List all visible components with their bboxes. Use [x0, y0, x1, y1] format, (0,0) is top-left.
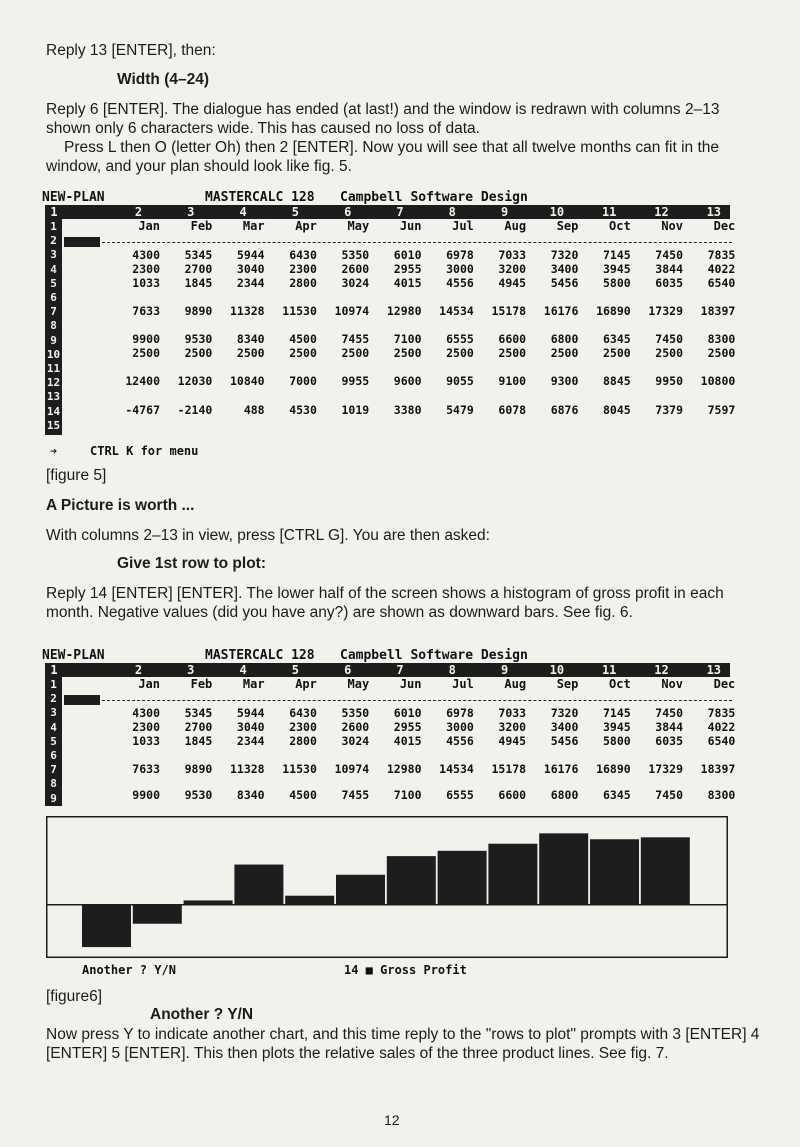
row-number: 3	[50, 248, 57, 262]
cell-value: 7000	[289, 374, 317, 388]
plan-name: NEW-PLAN	[42, 648, 105, 663]
histogram-bar-sep	[488, 844, 537, 905]
text-ctrl-g: With columns 2–13 in view, press [CTRL G]. You are then asked:	[46, 527, 490, 544]
month-label: Apr	[295, 677, 317, 691]
cell-value: 2800	[289, 734, 317, 748]
cell-value: 2300	[289, 720, 317, 734]
cell-value: 6345	[602, 332, 631, 346]
row-number: 2	[50, 692, 57, 706]
cell-value: 8045	[602, 403, 631, 417]
cell-value: 18397	[700, 304, 736, 318]
cell-value: 3000	[446, 262, 474, 276]
cell-value: 7455	[341, 788, 370, 802]
plan-name: NEW-PLAN	[42, 190, 105, 205]
cell-value: 6430	[289, 248, 317, 262]
section-heading: A Picture is worth ...	[46, 497, 195, 514]
cell-value: 17329	[648, 304, 683, 318]
month-label: Dec	[713, 219, 736, 233]
cell-value: 6600	[498, 788, 527, 802]
column-number: 7	[396, 663, 404, 677]
histogram-bar-apr	[234, 865, 283, 905]
cell-value: 6540	[707, 276, 736, 290]
row-number: 5	[50, 734, 57, 748]
cell-value: 5800	[602, 734, 631, 748]
cell-value: 7145	[602, 706, 631, 720]
cell-value: 6430	[289, 706, 317, 720]
row-number: 4	[50, 262, 57, 276]
cell-value: 1845	[184, 276, 213, 290]
table-row	[42, 706, 736, 720]
column-number: 6	[344, 205, 352, 219]
cell-value: 9100	[498, 374, 527, 388]
column-number: 11	[601, 205, 617, 219]
column-header-bar	[45, 205, 730, 219]
column-number: 3	[187, 663, 195, 677]
cell-value: 16890	[596, 304, 631, 318]
row-number: 12	[46, 376, 61, 390]
text-reply-6: Reply 6 [ENTER]. The dialogue has ended (at last!) and the window is redrawn with columns 2–13 shown only 6 characters wide. This has caused no loss of data.	[46, 101, 720, 137]
month-label: Oct	[609, 219, 631, 233]
cell-value: 9900	[132, 332, 160, 346]
month-label: Apr	[295, 219, 317, 233]
table-row	[42, 762, 736, 776]
column-number: 4	[239, 663, 247, 677]
cell-value: 7835	[707, 706, 736, 720]
cell-value: 2700	[184, 720, 213, 734]
cell-value: 9900	[132, 788, 160, 802]
cell-value: 2500	[550, 346, 579, 360]
cell-value: 2500	[602, 346, 631, 360]
row-number: 10	[46, 347, 61, 361]
column-number: 6	[344, 663, 352, 677]
histogram-bar-aug	[438, 851, 487, 905]
cell-value: 7450	[655, 332, 683, 346]
cell-value: 4300	[132, 248, 160, 262]
cell-value: 12980	[386, 762, 422, 776]
cell-value: 9530	[184, 788, 213, 802]
cell-value: 6540	[707, 734, 736, 748]
cell-value: 3024	[341, 734, 370, 748]
cell-value: 5350	[341, 706, 370, 720]
cell-value: 14534	[439, 304, 474, 318]
cell-value: 3945	[602, 262, 631, 276]
cell-value: 3200	[498, 720, 527, 734]
month-label: Mar	[242, 219, 265, 233]
column-number: 3	[187, 205, 195, 219]
text-reply-13: Reply 13 [ENTER], then:	[46, 42, 216, 59]
cell-value: 9955	[341, 374, 370, 388]
cell-value: 6345	[602, 788, 631, 802]
column-number: 11	[601, 663, 617, 677]
column-number: 4	[239, 205, 247, 219]
row-number: 9	[50, 791, 57, 805]
cell-value: 9950	[655, 374, 683, 388]
month-label: Jan	[138, 677, 160, 691]
column-number: 2	[134, 663, 143, 677]
cell-value: 488	[243, 403, 265, 417]
cell-value: 7100	[393, 788, 422, 802]
cell-value: 2500	[498, 346, 527, 360]
histogram-bar-nov	[590, 839, 639, 904]
cell-value: 6035	[655, 276, 683, 290]
cell-value: 3040	[236, 720, 265, 734]
row-number: 5	[50, 276, 57, 290]
cell-value: 4530	[289, 403, 317, 417]
cell-value: 8300	[707, 788, 736, 802]
row-number: 8	[50, 319, 57, 333]
histogram-bar-may	[285, 896, 334, 905]
cell-value: 7597	[707, 403, 736, 417]
cell-value: 10800	[700, 374, 736, 388]
column-number: 10	[549, 663, 565, 677]
table-row	[42, 403, 736, 417]
cell-value: 17329	[648, 762, 683, 776]
cell-value: 6010	[393, 706, 422, 720]
cell-value: 6035	[655, 734, 683, 748]
cell-value: 6555	[446, 788, 474, 802]
table-row	[42, 304, 736, 318]
cell-value: 2600	[341, 720, 370, 734]
separator-line	[102, 242, 732, 243]
cell-value: 5345	[184, 248, 213, 262]
menu-hint: CTRL K for menu	[90, 444, 199, 458]
cell-value: 2300	[132, 262, 160, 276]
cell-value: 6800	[550, 788, 579, 802]
histogram-bar-jul	[387, 856, 436, 905]
row-number: 6	[50, 749, 57, 762]
row-number: 3	[50, 706, 57, 720]
cell-value: 15178	[491, 762, 527, 776]
cell-value: 4500	[289, 332, 317, 346]
cell-value: 4500	[289, 788, 317, 802]
cell-value: 2500	[236, 346, 265, 360]
cell-value: 7455	[341, 332, 370, 346]
table-row	[42, 332, 736, 346]
table-row	[42, 346, 736, 360]
publisher: Campbell Software Design	[340, 648, 528, 663]
another-prompt-text: Another ? Y/N	[150, 1006, 254, 1023]
app-title: MASTERCALC 128	[205, 190, 315, 205]
column-number: 8	[448, 663, 456, 677]
cell-cursor	[64, 695, 100, 705]
column-number: 13	[706, 205, 722, 219]
cell-value: 2955	[393, 262, 422, 276]
cell-value: 10974	[334, 762, 370, 776]
cell-value: 11530	[282, 304, 317, 318]
cell-value: 3400	[550, 262, 579, 276]
cell-value: 3400	[550, 720, 579, 734]
row-number: 2	[50, 234, 57, 248]
cell-value: 2500	[655, 346, 683, 360]
cell-value: 2700	[184, 262, 213, 276]
column-header-bar	[45, 663, 730, 677]
cell-value: 1019	[341, 403, 370, 417]
month-label: May	[347, 677, 370, 691]
cell-value: 2344	[236, 734, 265, 748]
cell-value: -2140	[177, 403, 213, 417]
cell-value: 3000	[446, 720, 474, 734]
width-prompt: Width (4–24)	[117, 71, 210, 88]
histogram-bar-feb	[133, 905, 182, 924]
cell-value: 8845	[602, 374, 631, 388]
histogram-bar-mar	[184, 900, 233, 904]
figure-5-caption: [figure 5]	[46, 467, 107, 484]
cell-value: 5944	[236, 248, 265, 262]
month-header-row	[42, 219, 736, 233]
row-number: 1	[50, 220, 57, 233]
cell-value: 7033	[498, 706, 527, 720]
cell-value: 5350	[341, 248, 370, 262]
cell-value: 8340	[236, 788, 265, 802]
cell-value: 4300	[132, 706, 160, 720]
cell-value: 9055	[446, 374, 474, 388]
cell-value: 14534	[439, 762, 474, 776]
cell-value: 9600	[393, 374, 422, 388]
row-prompt: Give 1st row to plot:	[117, 555, 266, 572]
cell-cursor	[64, 237, 100, 247]
cell-value: 4556	[446, 276, 474, 290]
month-header-row	[42, 677, 736, 691]
month-label: Jan	[138, 219, 160, 233]
cell-value: 1033	[132, 276, 160, 290]
column-number: 8	[448, 205, 456, 219]
column-number: 7	[396, 205, 404, 219]
cell-value: 7450	[655, 248, 683, 262]
column-number: 9	[500, 663, 509, 677]
cell-value: 5345	[184, 706, 213, 720]
cell-value: 6078	[498, 403, 527, 417]
cell-value: 12980	[386, 304, 422, 318]
cell-value: 5944	[236, 706, 265, 720]
cell-value: 7633	[132, 304, 160, 318]
separator-line	[102, 700, 732, 701]
cell-value: 2800	[289, 276, 317, 290]
screen-title-line	[42, 190, 730, 205]
cell-value: 4945	[498, 276, 527, 290]
month-label: May	[347, 219, 370, 233]
figure-6-screen	[42, 648, 736, 805]
month-label: Feb	[190, 677, 213, 691]
cell-value: 2500	[132, 346, 160, 360]
column-number: 12	[654, 663, 669, 677]
cell-value: 11328	[229, 762, 265, 776]
cell-value: 8300	[707, 332, 736, 346]
cell-value: 3380	[393, 403, 422, 417]
column-number: 1	[50, 663, 58, 677]
cell-value: 4022	[707, 262, 736, 276]
cell-value: 4015	[393, 276, 422, 290]
month-label: Aug	[504, 219, 527, 233]
cell-value: 8340	[236, 332, 265, 346]
cell-value: 2500	[289, 346, 317, 360]
cell-value: 9300	[550, 374, 579, 388]
table-row	[42, 276, 736, 290]
cell-value: 2500	[184, 346, 213, 360]
month-label: Sep	[556, 219, 579, 233]
cell-value: 4945	[498, 734, 527, 748]
cell-value: 18397	[700, 762, 736, 776]
histogram-bar-oct	[539, 833, 588, 904]
publisher: Campbell Software Design	[340, 190, 528, 205]
cell-value: 4015	[393, 734, 422, 748]
text-press-y: Now press Y to indicate another chart, and this time reply to the "rows to plot" prompts with 3 [ENTER] 4 [ENTER] 5 [ENTER]. This then plots the relative sales of the three product lines. See fig. 7.	[46, 1026, 760, 1062]
month-label: Nov	[661, 219, 683, 233]
cell-value: 2500	[341, 346, 370, 360]
cell-value: 6876	[550, 403, 579, 417]
chart-legend: 14 ■ Gross Profit	[344, 963, 467, 977]
arrow-icon: ➔	[50, 444, 58, 458]
column-number: 1	[50, 205, 58, 219]
cell-value: 7033	[498, 248, 527, 262]
cell-value: 7320	[550, 248, 579, 262]
cell-value: 2500	[707, 346, 736, 360]
cell-value: 1845	[184, 734, 213, 748]
cell-value: 2500	[393, 346, 422, 360]
cell-value: 16890	[596, 762, 631, 776]
cell-value: 6978	[446, 706, 474, 720]
cell-value: 2600	[341, 262, 370, 276]
cell-value: 4556	[446, 734, 474, 748]
row-number: 11	[46, 362, 61, 375]
column-number: 5	[291, 663, 299, 677]
month-label: Sep	[556, 677, 579, 691]
cell-value: 3945	[602, 720, 631, 734]
cell-value: 5479	[446, 403, 474, 417]
month-label: Oct	[609, 677, 631, 691]
row-number: 6	[50, 291, 57, 304]
histogram-bar-jan	[82, 905, 131, 947]
row-number: 14	[46, 404, 61, 418]
cell-value: 3040	[236, 262, 265, 276]
cell-value: 7450	[655, 788, 683, 802]
cell-value: 3844	[655, 262, 683, 276]
cell-value: 9890	[184, 304, 213, 318]
cell-value: 6978	[446, 248, 474, 262]
table-row	[42, 720, 736, 734]
screen-title-line	[42, 648, 730, 663]
cell-value: 3200	[498, 262, 527, 276]
column-number: 12	[654, 205, 669, 219]
table-row	[42, 788, 736, 802]
cell-value: 7100	[393, 332, 422, 346]
histogram-bar-jun	[336, 875, 385, 905]
cell-value: 11530	[282, 762, 317, 776]
cell-value: 12030	[177, 374, 213, 388]
cell-value: 12400	[125, 374, 160, 388]
cell-value: 2300	[289, 262, 317, 276]
cell-value: 15178	[491, 304, 527, 318]
month-label: Aug	[504, 677, 527, 691]
table-row	[42, 248, 736, 262]
cell-value: 5800	[602, 276, 631, 290]
cell-value: 6555	[446, 332, 474, 346]
column-number: 13	[706, 663, 722, 677]
cell-value: 7379	[655, 403, 683, 417]
table-row	[42, 374, 736, 390]
cell-value: 5456	[550, 734, 579, 748]
table-row	[42, 262, 736, 276]
cell-value: 9890	[184, 762, 213, 776]
cell-value: 7633	[132, 762, 160, 776]
cell-value: 2955	[393, 720, 422, 734]
gross-profit-histogram	[46, 816, 728, 958]
column-number: 9	[500, 205, 509, 219]
row-number: 13	[46, 390, 61, 404]
cell-value: 5456	[550, 276, 579, 290]
cell-value: 6600	[498, 332, 527, 346]
cell-value: 1033	[132, 734, 160, 748]
figure-6-caption: [figure6]	[46, 988, 103, 1005]
cell-value: 7145	[602, 248, 631, 262]
month-label: Jul	[452, 219, 474, 233]
cell-value: 6800	[550, 332, 579, 346]
row-number: 4	[50, 720, 57, 734]
row-number: 8	[50, 777, 57, 791]
cell-value: 2500	[446, 346, 474, 360]
row-number: 9	[50, 333, 57, 347]
cell-value: 10840	[229, 374, 265, 388]
cell-value: 9530	[184, 332, 213, 346]
column-number: 5	[291, 205, 299, 219]
another-prompt: Another ? Y/N	[82, 963, 176, 977]
month-label: Jul	[452, 677, 474, 691]
cell-value: 2344	[236, 276, 265, 290]
month-label: Dec	[713, 677, 736, 691]
text-press-lo2: Press L then O (letter Oh) then 2 [ENTER]. Now you will see that all twelve months can fit in the window, and your plan should look like fig. 5.	[46, 139, 720, 175]
month-label: Mar	[242, 677, 265, 691]
column-number: 2	[134, 205, 143, 219]
histogram-bar-dec	[641, 837, 690, 904]
app-title: MASTERCALC 128	[205, 648, 315, 663]
cell-value: 16176	[543, 762, 579, 776]
cell-value: 11328	[229, 304, 265, 318]
page-number: 12	[384, 1112, 400, 1128]
figure-5-screen	[42, 190, 736, 432]
month-label: Jun	[399, 219, 422, 233]
text-reply-14: Reply 14 [ENTER] [ENTER]. The lower half of the screen shows a histogram of gross profit in each month. Negative values (did you have any?) are shown as downward bars. See fig. 6.	[46, 585, 724, 621]
row-number: 7	[50, 305, 57, 319]
cell-value: -4767	[125, 403, 160, 417]
cell-value: 3024	[341, 276, 370, 290]
cell-value: 10974	[334, 304, 370, 318]
row-number: 1	[50, 678, 57, 691]
cell-value: 7835	[707, 248, 736, 262]
cell-value: 16176	[543, 304, 579, 318]
cell-value: 3844	[655, 720, 683, 734]
cell-value: 7320	[550, 706, 579, 720]
column-number: 10	[549, 205, 565, 219]
row-number: 15	[46, 418, 61, 432]
row-number: 7	[50, 763, 57, 777]
cell-value: 4022	[707, 720, 736, 734]
cell-value: 2300	[132, 720, 160, 734]
table-row	[42, 734, 736, 748]
cell-value: 7450	[655, 706, 683, 720]
cell-value: 6010	[393, 248, 422, 262]
month-label: Nov	[661, 677, 683, 691]
month-label: Jun	[399, 677, 422, 691]
month-label: Feb	[190, 219, 213, 233]
